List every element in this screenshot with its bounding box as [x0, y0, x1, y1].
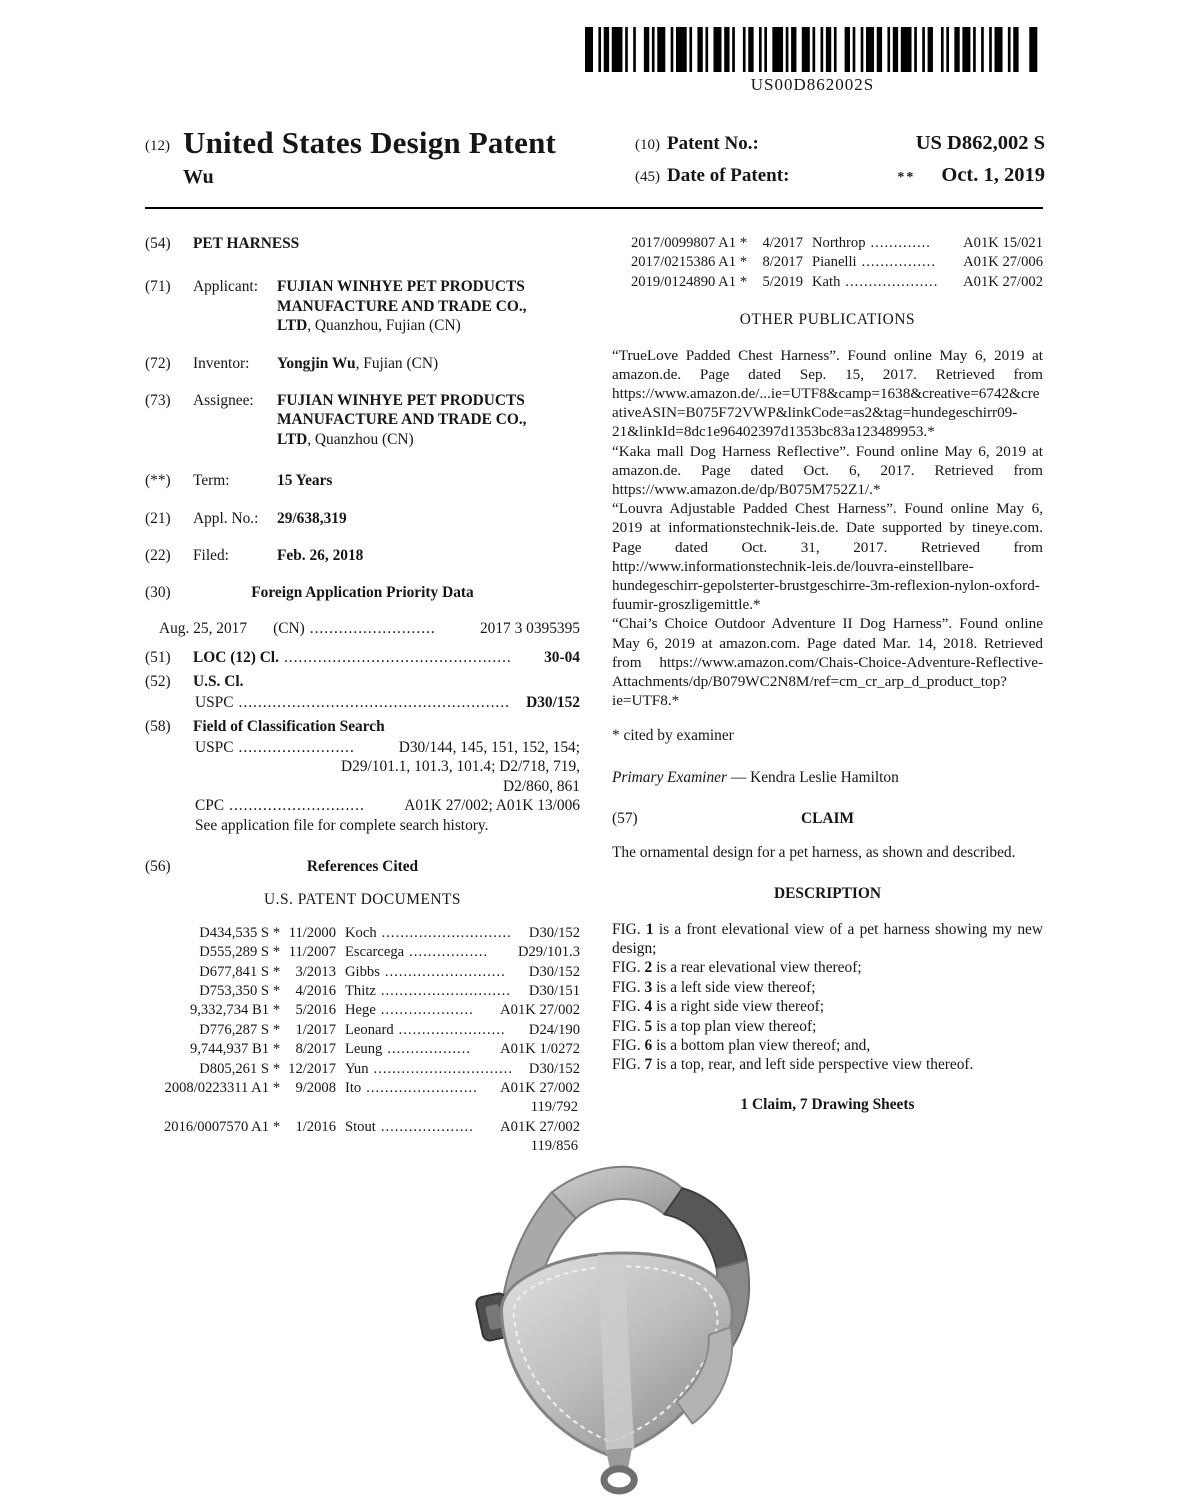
field-22-filed [145, 546, 580, 565]
field-72-code: (72) [145, 354, 171, 372]
field-45-code: (45) [635, 169, 660, 185]
loc-row [193, 648, 580, 667]
term-extension-stars: ** [897, 170, 916, 185]
table-row: 9,744,937 B1 * 8/2017 Leung .................. A01K 1/0272 [189, 1041, 580, 1058]
pet-harness-drawing [408, 1148, 792, 1502]
invention-title: PET HARNESS [193, 235, 300, 252]
description-heading [612, 884, 1043, 903]
assignee-address: , Quanzhou (CN) [307, 430, 414, 448]
inventor-name: Yongjin Wu [277, 354, 356, 372]
field-30-heading [145, 583, 580, 602]
us-patent-documents-table [145, 924, 580, 1157]
publication-paragraph: “TrueLove Padded Chest Harness”. Found online May 6, 2019 at amazon.de. Page dated Sep. 15, 2017. Retrieved from https://www.amazon.de/...ie=UTF8&camp=1638&creative=6742&creativeASIN=B075F72VWP&linkCode=as2&tag=hundegeschirr09-21&linkId=8dc1e96402397d1353bc83a123489953.* [612, 346, 1043, 441]
field-73-code: (73) [145, 392, 171, 410]
field-58-code: (58) [145, 717, 171, 735]
assignee-label: Assignee: [193, 392, 254, 410]
field-21-code: (21) [145, 509, 171, 527]
field-54-title [145, 234, 580, 253]
figure-description: FIG. 3 is a left side view thereof; [612, 978, 816, 996]
table-row-continuation: 119/792 [530, 1099, 578, 1116]
field-56-code: (56) [145, 857, 171, 875]
header-right [635, 126, 1045, 196]
primary-examiner-label: Primary Examiner [612, 768, 727, 786]
table-row: D677,841 S * 3/2013 Gibbs .......................... D30/152 [199, 963, 580, 980]
table-row: D776,287 S * 1/2017 Leonard ....................... D24/190 [199, 1021, 580, 1038]
table-row: 2008/0223311 A1 * 9/2008 Ito ........................ A01K 27/002 [164, 1080, 580, 1096]
appl-no-label: Appl. No.: [193, 509, 259, 527]
search-label: Field of Classification Search [193, 717, 385, 735]
dot-leader: .......................... [309, 619, 436, 637]
search-cpc-label: CPC [195, 797, 225, 815]
figure-description: FIG. 4 is a right side view thereof; [612, 998, 825, 1016]
table-row: D555,289 S * 11/2007 Escarcega ................. D29/101.3 [199, 944, 580, 961]
figure-descriptions [612, 920, 1043, 1075]
publication-paragraph: “Kaka mall Dog Harness Reflective”. Found online May 6, 2019 at amazon.de. Page dated Oct. 6, 2017. Retrieved from https://www.amazon.de/dp/B075M752Z1/.* [612, 442, 1043, 499]
table-row: D434,535 S * 11/2000 Koch ............................ D30/152 [199, 924, 580, 941]
claims-sheets-summary: 1 Claim, 7 Drawing Sheets [740, 1095, 915, 1113]
filed-label: Filed: [193, 547, 229, 565]
applicant-label: Applicant: [193, 278, 258, 296]
inventor-label: Inventor: [193, 354, 250, 372]
foreign-priority-heading: Foreign Application Priority Data [251, 584, 474, 602]
field-58-search [145, 717, 580, 736]
assignee-name-line2: MANUFACTURE AND TRADE CO., [277, 411, 527, 429]
field-22-code: (22) [145, 547, 171, 565]
body-columns [145, 234, 1043, 1157]
figure-pet-harness [408, 1148, 792, 1502]
barcode [585, 27, 1040, 95]
page-title: United States Design Patent [183, 125, 557, 160]
figure-description: FIG. 7 is a top, rear, and left side perspective view thereof. [612, 1056, 974, 1074]
priority-country: (CN) [273, 619, 305, 637]
loc-value: 30-04 [544, 649, 580, 667]
table-row-continuation: 119/856 [530, 1138, 578, 1155]
term-value: 15 Years [277, 472, 333, 490]
filed-value: Feb. 26, 2018 [277, 547, 364, 565]
applicant-value [277, 277, 580, 335]
applicant-name-line3: LTD [277, 317, 308, 335]
us-patent-documents-table-cont [612, 234, 1043, 292]
inventor-surname: Wu [183, 166, 214, 188]
field-57-code: (57) [612, 810, 638, 828]
field-54-code: (54) [145, 235, 171, 252]
claim-heading: CLAIM [800, 810, 854, 828]
primary-examiner-name: — Kendra Leslie Hamilton [730, 768, 899, 786]
us-patent-documents-heading [145, 890, 580, 909]
primary-examiner-line [612, 768, 1043, 787]
field-52-code: (52) [145, 672, 171, 690]
assignee-name-line1: FUJIAN WINHYE PET PRODUCTS [277, 392, 525, 410]
left-column [145, 234, 580, 1157]
header [145, 126, 1045, 196]
us-patent-documents-label: U.S. PATENT DOCUMENTS [264, 891, 461, 909]
references-cited-heading: References Cited [306, 857, 419, 875]
uspc-value: D30/152 [526, 694, 580, 712]
table-row: 2017/0215386 A1 * 8/2017 Pianelli ................ A01K 27/006 [631, 254, 1043, 271]
priority-data-row [145, 619, 580, 638]
term-label: Term: [193, 472, 230, 490]
description-label: DESCRIPTION [774, 885, 881, 903]
uspc-label: USPC [195, 694, 234, 712]
inventor-address: , Fujian (CN) [355, 354, 439, 372]
field-52-uscl [145, 672, 580, 691]
priority-date: Aug. 25, 2017 [159, 619, 248, 637]
header-left [145, 126, 556, 196]
priority-number: 2017 3 0395395 [479, 619, 580, 637]
assignee-value [277, 391, 580, 449]
publication-paragraph: “Louvra Adjustable Padded Chest Harness”. Found online May 6, 2019 at informationstechnik-leis.de. Date supported by tineye.com. Page dated Oct. 31, 2017. Retrieved from http://www.informationstechnik-leis.de/louvra-einstellbare-hundegeschirr-gepolsterter-brustgeschirre-3m-reflexion-nylon-oxford-fuumir-groszligemittle.* [612, 500, 1043, 614]
table-row: 2019/0124890 A1 * 5/2019 Kath .................... A01K 27/002 [631, 273, 1043, 290]
field-10-code: (10) [635, 137, 660, 153]
field-term-code: (**) [145, 472, 171, 490]
dot-leader: ........................ [238, 738, 355, 756]
uspc-row [145, 693, 580, 712]
figure-description: FIG. 2 is a rear elevational view thereof; [612, 959, 862, 977]
table-row: D753,350 S * 4/2016 Thitz ............................ D30/151 [199, 982, 580, 999]
claim-text: The ornamental design for a pet harness, as shown and described. [612, 843, 1016, 861]
appl-no-value: 29/638,319 [277, 509, 347, 527]
field-term [145, 471, 580, 490]
field-57-heading [612, 809, 1043, 828]
dot-leader: ............................ [229, 797, 365, 815]
field-73-assignee [145, 391, 580, 449]
figure-description: FIG. 6 is a bottom plan view thereof; and, [612, 1036, 871, 1054]
inventor-value [277, 354, 580, 373]
kind-code: (12) [145, 138, 170, 154]
patent-number-label: Patent No.: [667, 133, 759, 154]
field-21-appl-no [145, 509, 580, 528]
field-72-inventor [145, 354, 580, 373]
assignee-name-line3: LTD [277, 430, 308, 448]
patent-number-row [635, 132, 1045, 155]
publication-paragraph: “Chai’s Choice Outdoor Adventure II Dog Harness”. Found online May 6, 2019 at amazon.com. Page dated Mar. 14, 2018. Retrieved from https://www.amazon.com/Chais-Choice-Adventure-Reflective-Attachments/dp/B079WC2N8M/ref=cm_cr_arp_d_product_top?ie=UTF8.* [612, 615, 1043, 710]
table-row: 2017/0099807 A1 * 4/2017 Northrop ............. A01K 15/021 [631, 235, 1043, 251]
search-cpc-values: A01K 27/002; A01K 13/006 [404, 797, 580, 815]
field-51-loc [145, 648, 580, 667]
table-row: 2016/0007570 A1 * 1/2016 Stout .................... A01K 27/002 [164, 1118, 580, 1135]
loc-label: LOC (12) Cl. [193, 649, 279, 667]
applicant-address: , Quanzhou, Fujian (CN) [307, 317, 461, 335]
header-divider [145, 207, 1043, 209]
search-history-note: See application file for complete search history. [195, 816, 489, 834]
dot-leader: ............................................... [283, 649, 512, 667]
barcode-image [585, 27, 1040, 72]
field-56-heading [145, 857, 580, 876]
table-row: 9,332,734 B1 * 5/2016 Hege .................... A01K 27/002 [189, 1002, 580, 1019]
search-cpc-row [145, 796, 580, 815]
search-uspc-values-2: D29/101.1, 101.3, 101.4; D2/718, 719, [341, 758, 580, 776]
field-51-code: (51) [145, 649, 171, 667]
field-71-applicant [145, 277, 580, 335]
applicant-name-line1: FUJIAN WINHYE PET PRODUCTS [277, 278, 525, 296]
patent-number-value: US D862,002 S [915, 132, 1045, 154]
search-uspc-values-1: D30/144, 145, 151, 152, 154; [398, 738, 580, 756]
field-71-code: (71) [145, 278, 171, 296]
patent-date-row [635, 164, 1045, 187]
figure-description: FIG. 5 is a top plan view thereof; [612, 1017, 817, 1035]
search-uspc-label: USPC [195, 738, 234, 756]
field-30-code: (30) [145, 584, 171, 602]
figure-description: FIG. 1 is a front elevational view of a pet harness showing my new design; [612, 920, 1043, 957]
right-column [612, 234, 1043, 1157]
search-uspc-values-3: D2/860, 861 [503, 777, 580, 795]
search-uspc-row [145, 738, 580, 757]
dot-leader: ........................................................ [238, 694, 510, 712]
table-row: D805,261 S * 12/2017 Yun .............................. D30/152 [199, 1060, 580, 1077]
other-publications-heading: OTHER PUBLICATIONS [739, 311, 916, 329]
applicant-name-line2: MANUFACTURE AND TRADE CO., [277, 297, 527, 315]
us-cl-label: U.S. Cl. [193, 672, 244, 690]
cited-by-examiner-note: * cited by examiner [612, 727, 734, 745]
patent-date-label: Date of Patent: [667, 165, 790, 186]
patent-date-value: Oct. 1, 2019 [941, 164, 1045, 186]
barcode-number: US00D862002S [750, 75, 875, 94]
